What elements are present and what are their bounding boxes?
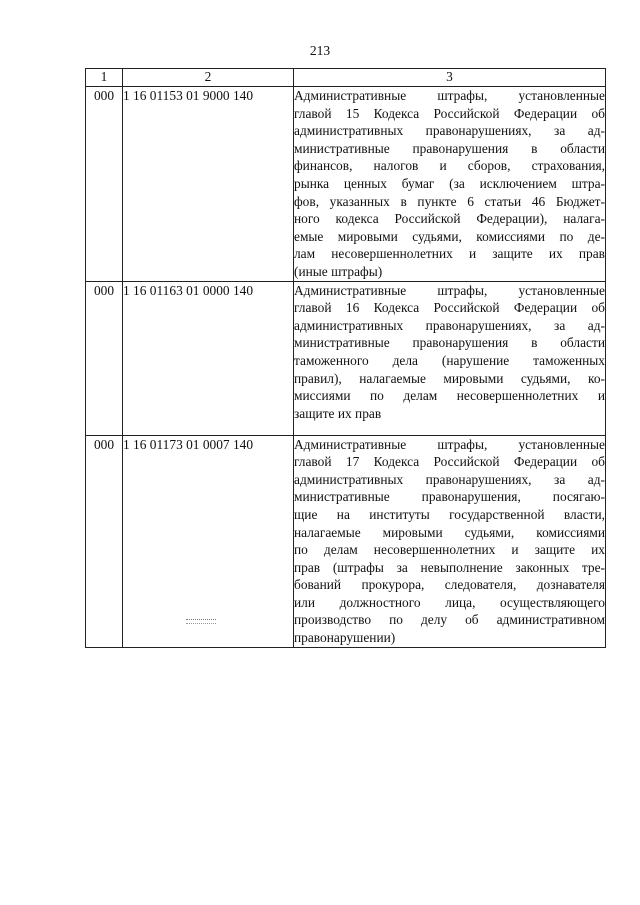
page-number: 213 — [309, 43, 331, 58]
description-line: рынка ценных бумаг (за исключением штра- — [294, 175, 605, 191]
description-line: министративные правонарушения в области — [294, 140, 605, 156]
budget-codes-table — [85, 68, 606, 648]
header-col-2: 2 — [123, 69, 294, 87]
description-line: щие на институты государственной власти, — [294, 506, 605, 522]
description-line: министративные правонарушения, посягаю- — [294, 489, 605, 505]
description-line: (иные штрафы) — [294, 263, 383, 279]
description-line: административных правонарушениях, за ад- — [294, 317, 605, 333]
description-line: главой 15 Кодекса Российской Федерации об — [294, 105, 605, 121]
description-line: Административные штрафы, установленные — [294, 282, 605, 298]
description-line: бований прокурора, следователя, дознавателя — [294, 577, 605, 593]
description-line: производство по делу об административном — [294, 612, 605, 628]
description-line: таможенного дела (нарушение таможенных — [294, 352, 605, 368]
description-line: емые мировыми судьями, комиссиями по де- — [294, 228, 605, 244]
table-row — [86, 87, 606, 282]
admin-code-cell: 000 — [86, 281, 123, 435]
description-line: налагаемые мировыми судьями, комиссиями — [294, 524, 605, 540]
faint-stamp-mark — [186, 619, 216, 624]
description-line: правил), налагаемые мировыми судьями, ко- — [294, 370, 605, 386]
description-line: прав (штрафы за невыполнение законных тре- — [294, 559, 605, 575]
description-line: по делам несовершеннолетних и защите их — [294, 542, 605, 558]
description-line: защите их прав — [294, 405, 382, 421]
table-row — [86, 435, 606, 647]
kbk-code-cell: 1 16 01163 01 0000 140 — [123, 281, 294, 435]
admin-code-cell: 000 — [86, 435, 123, 647]
description-cell — [294, 281, 606, 435]
description-cell — [294, 87, 606, 282]
description-line: фов, указанных в пункте 6 статьи 46 Бюджет- — [294, 193, 605, 209]
header-col-3: 3 — [294, 69, 606, 87]
table-row — [86, 281, 606, 435]
description-line: Административные штрафы, установленные — [294, 436, 605, 452]
header-col-1: 1 — [86, 69, 123, 87]
kbk-code-cell: 1 16 01153 01 9000 140 — [123, 87, 294, 282]
admin-code-cell: 000 — [86, 87, 123, 282]
description-line: административных правонарушениях, за ад- — [294, 123, 605, 139]
table-header-row — [86, 69, 606, 87]
description-line: Административные штрафы, установленные — [294, 88, 605, 103]
description-line: финансов, налогов и сборов, страхования, — [294, 158, 605, 174]
description-line: ного кодекса Российской Федерации), налага- — [294, 211, 605, 227]
description-cell — [294, 435, 606, 647]
description-line: правонарушении) — [294, 630, 396, 646]
kbk-code-cell: 1 16 01173 01 0007 140 — [123, 435, 294, 647]
description-line: миссиями по делам несовершеннолетних и — [294, 388, 605, 404]
description-line: главой 17 Кодекса Российской Федерации об — [294, 454, 605, 470]
description-line: или должностного лица, осуществляющего — [294, 594, 605, 610]
description-line: главой 16 Кодекса Российской Федерации об — [294, 300, 605, 316]
description-line: министративные правонарушения в области — [294, 335, 605, 351]
description-line: лам несовершеннолетних и защите их прав — [294, 246, 605, 262]
description-line: административных правонарушениях, за ад- — [294, 471, 605, 487]
